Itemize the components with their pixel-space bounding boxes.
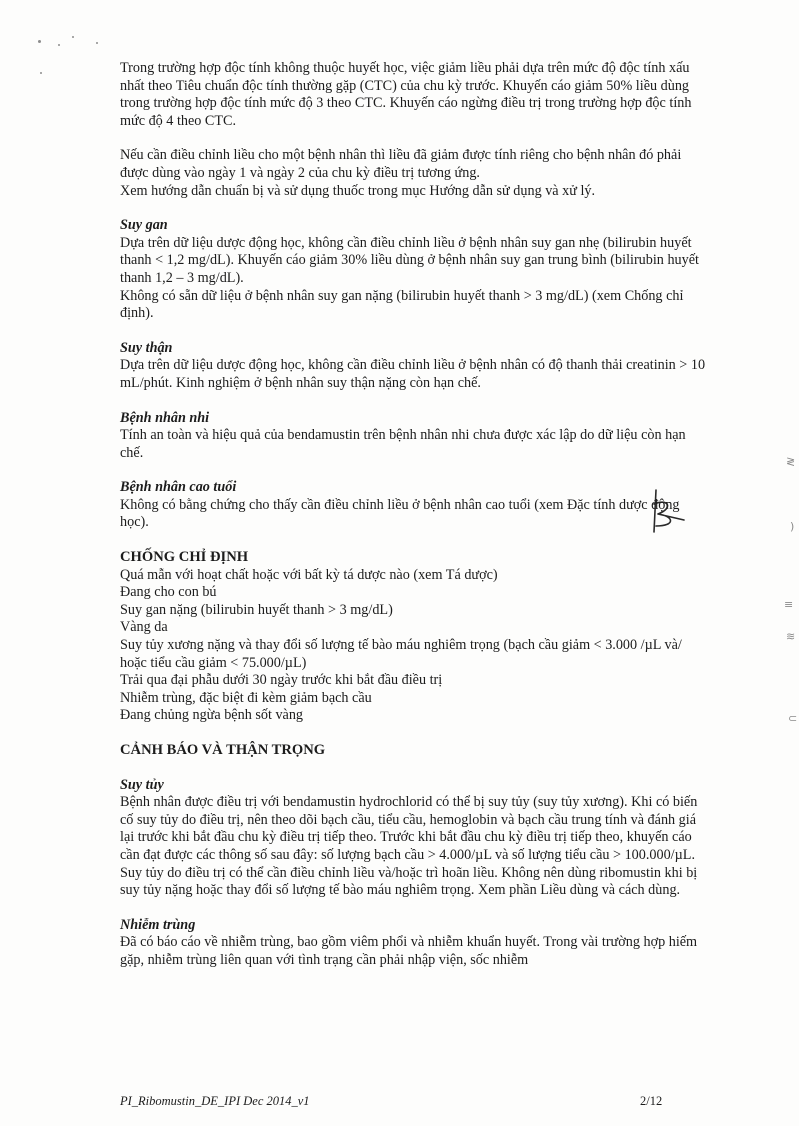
heading-pediatric: Bệnh nhân nhi [120, 409, 210, 426]
edge-stamp-mark: ) [790, 520, 795, 533]
contraindication-item: Trải qua đại phẫu dưới 30 ngày trước khi bắt đầu điều trị [120, 672, 443, 689]
edge-stamp-mark: ≋ [786, 630, 796, 643]
document-body [120, 60, 710, 970]
scan-speck [58, 44, 60, 46]
heading-kidney-impairment: Suy thận [120, 339, 173, 356]
contraindication-item: Nhiễm trùng, đặc biệt đi kèm giảm bạch cầu [120, 689, 372, 706]
scan-speck [38, 40, 41, 43]
heading-infection: Nhiễm trùng [120, 916, 196, 933]
heading-liver-impairment: Suy gan [120, 217, 168, 234]
paragraph-elderly: Không có bằng chứng cho thấy cần điều chỉnh liều ở bệnh nhân cao tuổi (xem Đặc tính dược động học). [120, 496, 680, 531]
contraindication-item: Đang cho con bú [120, 584, 217, 601]
paragraph-nonhematologic-toxicity: Trong trường hợp độc tính không thuộc huyết học, việc giảm liều phải dựa trên mức độ độc tính xấu nhất theo Tiêu chuẩn độc tính thường gặp (CTC) của chu kỳ trước. Khuyến cáo giảm 50% liều dùng trong trường hợp độc tính mức độ 3 theo CTC. Khuyến cáo ngừng điều trị trong trường hợp độc tính mức độ 4 theo CTC. [120, 60, 692, 129]
edge-stamp-mark: ⊂ [788, 712, 798, 725]
scan-speck [96, 42, 98, 44]
paragraph-liver-1: Dựa trên dữ liệu dược động học, không cần điều chỉnh liều ở bệnh nhân suy gan nhẹ (bilirubin huyết thanh < 1,2 mg/dL). Khuyến cáo giảm 30% liều dùng ở bệnh nhân suy gan trung bình (bilirubin huyết thanh 1,2 – 3 mg/dL). [120, 234, 699, 286]
scan-speck [40, 72, 42, 74]
paragraph-myelosuppression-2: Suy tủy do điều trị có thể cần điều chỉnh liều và/hoặc trì hoãn liều. Không nên dùng ribomustin khi bị suy tủy nặng hoặc thay đổi số lượng tế bào máu nghiêm trọng. Xem phần Liều dùng và cách dùng. [120, 864, 698, 899]
edge-stamp-mark: ≡ [784, 598, 794, 611]
scan-speck [72, 36, 74, 38]
contraindication-item: Quá mẫn với hoạt chất hoặc với bất kỳ tá dược nào (xem Tá dược) [120, 566, 498, 583]
paragraph-liver-2: Không có sẵn dữ liệu ở bệnh nhân suy gan nặng (bilirubin huyết thanh > 3 mg/dL) (xem Chống chỉ định). [120, 287, 684, 322]
paragraph-pediatric: Tính an toàn và hiệu quả của bendamustin trên bệnh nhân nhi chưa được xác lập do dữ liệu còn hạn chế. [120, 427, 686, 461]
heading-contraindications: CHỐNG CHỈ ĐỊNH [120, 549, 249, 566]
heading-myelosuppression: Suy tủy [120, 776, 164, 793]
contraindication-item: Suy tủy xương nặng và thay đổi số lượng tế bào máu nghiêm trọng (bạch cầu giảm < 3.000 /µL và/ hoặc tiểu cầu giảm < 75.000/µL) [120, 637, 682, 671]
contraindication-item: Vàng da [120, 619, 168, 636]
paragraph-preparation-reference: Xem hướng dẫn chuẩn bị và sử dụng thuốc trong mục Hướng dẫn sử dụng và xử lý. [120, 182, 596, 199]
heading-elderly: Bệnh nhân cao tuổi [120, 479, 237, 496]
edge-stamp-mark: ≷ [786, 455, 796, 468]
heading-warnings-precautions: CẢNH BÁO VÀ THẬN TRỌNG [120, 742, 326, 758]
footer-page-number: 2/12 [640, 1094, 663, 1108]
paragraph-infection: Đã có báo cáo về nhiễm trùng, bao gồm viêm phổi và nhiễm khuẩn huyết. Trong vài trường hợp hiếm gặp, nhiễm trùng liên quan với tình trạng cần phải nhập viện, sốc nhiễm [120, 934, 698, 968]
contraindication-item: Đang chủng ngừa bệnh sốt vàng [120, 707, 304, 724]
contraindication-item: Suy gan nặng (bilirubin huyết thanh > 3 mg/dL) [120, 601, 393, 618]
footer-document-id: PI_Ribomustin_DE_IPI Dec 2014_v1 [120, 1094, 310, 1108]
paragraph-dose-adjustment: Nếu cần điều chỉnh liều cho một bệnh nhân thì liều đã giảm được tính riêng cho bệnh nhân đó phải được dùng vào ngày 1 và ngày 2 của chu kỳ điều trị tương ứng. [120, 147, 682, 181]
paragraph-kidney: Dựa trên dữ liệu dược động học, không cần điều chỉnh liều ở bệnh nhân có độ thanh thải creatinin > 10 mL/phút. Kinh nghiệm ở bệnh nhân suy thận nặng còn hạn chế. [120, 357, 706, 391]
paragraph-myelosuppression-1: Bệnh nhân được điều trị với bendamustin hydrochlorid có thể bị suy tủy (suy tủy xương). Khi có biến cố suy tủy do điều trị, nên theo dõi bạch cầu, tiểu cầu, hemoglobin và bạch cầu trung tính và đánh giá lại trước khi bắt đầu chu kỳ điều trị tiếp theo. Trước khi bắt đầu chu kỳ điều trị tiếp theo, khuyến cáo cần đạt được các thông số sau đây: số lượng bạch cầu > 4.000/µL và số lượng tiểu cầu > 100.000/µL. [120, 794, 698, 863]
